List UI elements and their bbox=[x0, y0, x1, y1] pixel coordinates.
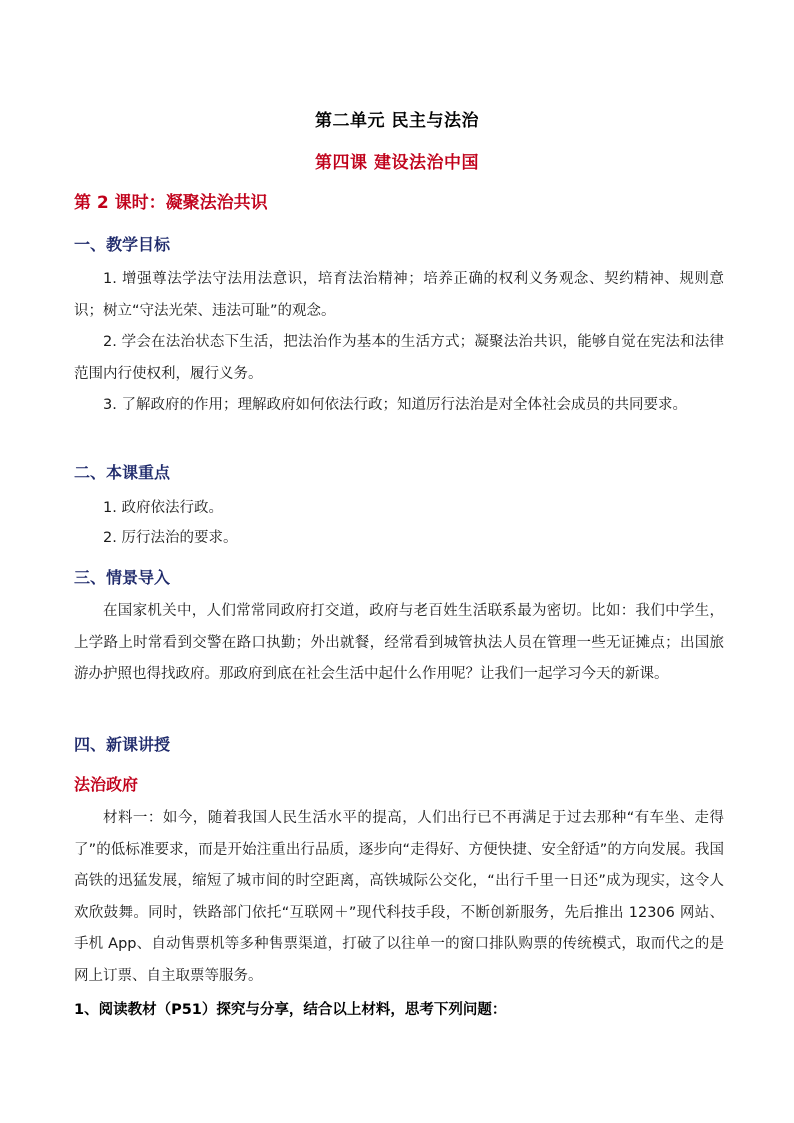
new-lesson-heading: 四、新课讲授 bbox=[74, 735, 171, 754]
intro-paragraph: 在国家机关中，人们常常同政府打交道，政府与老百姓生活联系最为密切。比如：我们中学生，上学路上时常看到交警在路口执勤；外出就餐，经常看到城管执法人员在管理一些无证摊点；出国旅游办护照也得找政府。那政府到底在社会生活中起什么作用呢？让我们一起学习今天的新课。 bbox=[74, 603, 724, 682]
key-point-item-2: 2. 厉行法治的要求。 bbox=[103, 530, 238, 546]
goals-heading: 一、教学目标 bbox=[74, 235, 171, 254]
key-point-item-1: 1. 政府依法行政。 bbox=[103, 500, 223, 516]
period-title: 第 2 课时：凝聚法治共识 bbox=[74, 193, 268, 213]
goal-item-2: 2. 学会在法治状态下生活，把法治作为基本的生活方式；凝聚法治共识，能够自觉在宪法和法律范围内行使权利，履行义务。 bbox=[74, 334, 724, 382]
goal-item-1: 1. 增强尊法学法守法用法意识，培育法治精神；培养正确的权利义务观念、契约精神、规则意识；树立“守法光荣、违法可耻”的观念。 bbox=[74, 271, 724, 319]
question-1: 1、阅读教材（P51）探究与分享，结合以上材料，思考下列问题： bbox=[74, 1002, 507, 1018]
lesson-title: 第四课 建设法治中国 bbox=[315, 153, 479, 173]
material-one-paragraph: 材料一：如今，随着我国人民生活水平的提高，人们出行已不再满足于过去那种“有车坐、走得了”的低标准要求，而是开始注重出行品质，逐步向“走得好、方便快捷、安全舒适”的方向发展。我国高铁的迅猛发展，缩短了城市间的时空距离，高铁城际公交化，“出行千里一日还”成为现实，这令人欢欣鼓舞。同时，铁路部门依托“互联网＋”现代科技手段，不断创新服务，先后推出 12306 网站、手机 App、自动售票机等多种售票渠道，打破了以往单一的窗口排队购票的传统模式，取而代之的是网上订票、自主取票等服务。 bbox=[74, 810, 724, 984]
key-points-heading: 二、本课重点 bbox=[74, 463, 171, 482]
rule-of-law-government-heading: 法治政府 bbox=[74, 775, 139, 794]
goal-item-3: 3. 了解政府的作用；理解政府如何依法行政；知道厉行法治是对全体社会成员的共同要求。 bbox=[103, 397, 687, 413]
intro-heading: 三、情景导入 bbox=[74, 568, 171, 587]
unit-title: 第二单元 民主与法治 bbox=[315, 111, 479, 131]
